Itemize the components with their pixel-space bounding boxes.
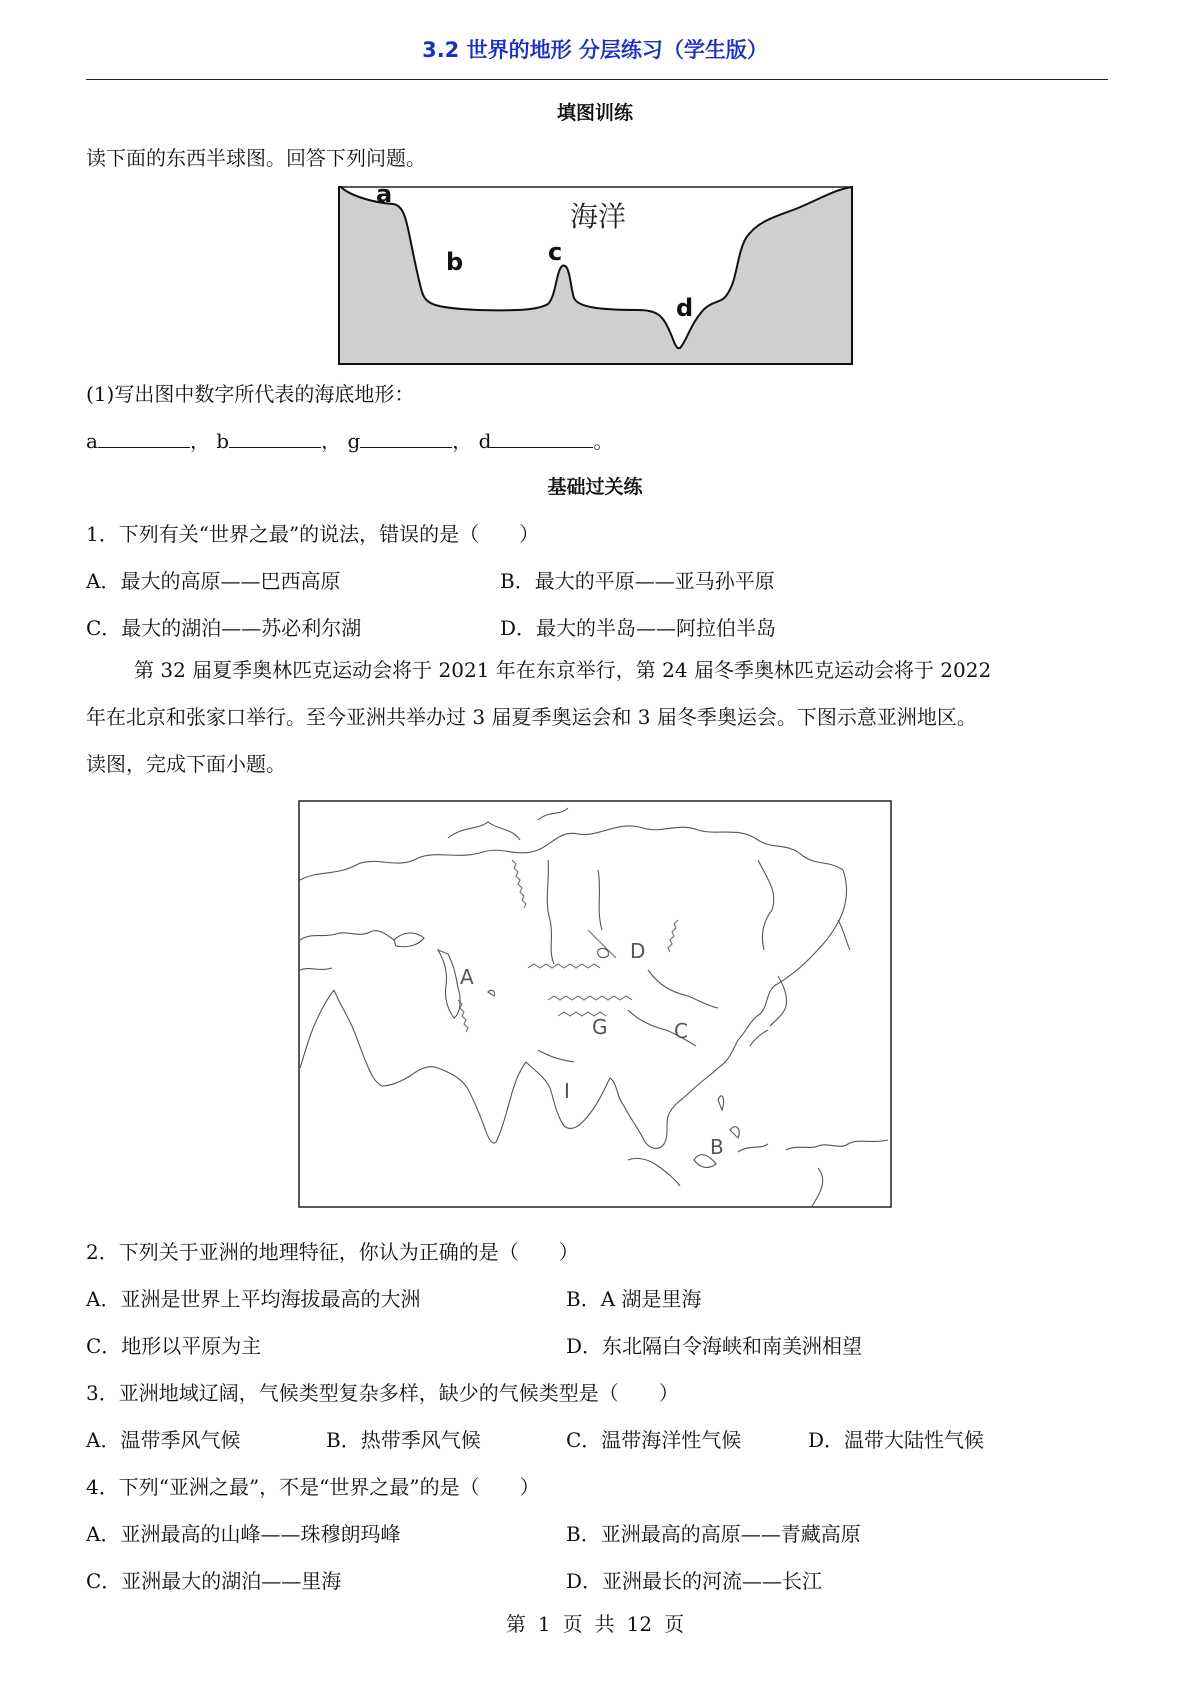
- map-label-C: C: [674, 1019, 688, 1043]
- blank-sep-g: ，: [452, 429, 473, 453]
- section-heading-basic: 基础过关练: [547, 476, 643, 498]
- q4-option-a[interactable]: A．亚洲最高的山峰——珠穆朗玛峰: [86, 1522, 401, 1546]
- section1-intro: 读下面的东西半球图。回答下列问题。: [86, 146, 426, 170]
- q3-stem: 3．亚洲地域辽阔，气候类型复杂多样，缺少的气候类型是（ ）: [86, 1381, 679, 1405]
- label-d: d: [676, 294, 694, 322]
- section1-question: (1)写出图中数字所代表的海底地形：: [86, 382, 415, 406]
- footer-page-number: 1: [537, 1612, 551, 1636]
- ocean-floor-profile-figure: [338, 186, 854, 366]
- q3-option-b[interactable]: B．热带季风气候: [326, 1428, 481, 1452]
- answer-blank-g[interactable]: [360, 427, 452, 448]
- q4-option-d[interactable]: D．亚洲最长的河流——长江: [566, 1569, 823, 1593]
- label-a: a: [376, 186, 393, 208]
- label-c: c: [548, 238, 563, 266]
- q1-option-b[interactable]: B．最大的平原——亚马孙平原: [500, 569, 775, 593]
- map-frame: [299, 801, 891, 1207]
- answer-blank-d[interactable]: [491, 427, 593, 448]
- q4-option-c[interactable]: C．亚洲最大的湖泊——里海: [86, 1569, 342, 1593]
- footer-total-pages: 12: [626, 1612, 653, 1636]
- map-label-I: I: [564, 1079, 570, 1103]
- q2-option-d[interactable]: D．东北隔白令海峡和南美洲相望: [566, 1334, 863, 1358]
- q2-stem: 2．下列关于亚洲的地理特征，你认为正确的是（ ）: [86, 1240, 579, 1264]
- section-heading-fill-map: 填图训练: [556, 102, 633, 124]
- blank-sep-b: ，: [321, 429, 342, 453]
- asia-map-figure: [298, 800, 892, 1208]
- footer-prefix: 第: [505, 1612, 526, 1636]
- blank-sep-a: ，: [189, 429, 210, 453]
- blank-label-b: b: [216, 429, 230, 453]
- q1-stem: 1．下列有关“世界之最”的说法，错误的是（ ）: [86, 522, 540, 546]
- answer-blank-b[interactable]: [229, 427, 321, 448]
- q1-option-a[interactable]: A．最大的高原——巴西高原: [86, 569, 341, 593]
- q3-option-a[interactable]: A．温带季风气候: [86, 1428, 241, 1452]
- passage-line-2: 年在北京和张家口举行。至今亚洲共举办过 3 届夏季奥运会和 3 届冬季奥运会。下图示意亚洲地区。: [86, 705, 977, 729]
- fill-blank-row: [86, 425, 613, 454]
- blank-sep-d: 。: [593, 429, 614, 453]
- page-title: 3.2 世界的地形 分层练习（学生版）: [422, 38, 768, 62]
- passage-line-3: 读图，完成下面小题。: [86, 752, 286, 776]
- map-label-G: G: [592, 1015, 608, 1039]
- footer-middle: 页: [562, 1612, 583, 1636]
- answer-blank-a[interactable]: [98, 427, 190, 448]
- page-footer: [0, 1608, 1190, 1637]
- q4-option-b[interactable]: B．亚洲最高的高原——青藏高原: [566, 1522, 861, 1546]
- blank-label-d: d: [478, 429, 492, 453]
- header-divider: [86, 79, 1108, 80]
- q3-option-c[interactable]: C．温带海洋性气候: [566, 1428, 742, 1452]
- map-label-A: A: [460, 965, 474, 989]
- footer-total-prefix: 共: [594, 1612, 615, 1636]
- blank-label-a: a: [86, 429, 98, 453]
- ocean-label: 海洋: [569, 200, 627, 233]
- footer-suffix: 页: [664, 1612, 685, 1636]
- map-label-D: D: [630, 939, 646, 963]
- olympics-passage: [86, 647, 1108, 788]
- q1-option-c[interactable]: C．最大的湖泊——苏必利尔湖: [86, 616, 362, 640]
- q2-option-b[interactable]: B．A 湖是里海: [566, 1287, 702, 1311]
- q3-option-d[interactable]: D．温带大陆性气候: [808, 1428, 985, 1452]
- blank-label-g: g: [347, 429, 361, 453]
- q1-option-d[interactable]: D．最大的半岛——阿拉伯半岛: [500, 616, 777, 640]
- q2-option-c[interactable]: C．地形以平原为主: [86, 1334, 262, 1358]
- label-b: b: [446, 248, 464, 276]
- q4-stem: 4．下列“亚洲之最”，不是“世界之最”的是（ ）: [86, 1475, 540, 1499]
- q2-option-a[interactable]: A．亚洲是世界上平均海拔最高的大洲: [86, 1287, 421, 1311]
- map-label-B: B: [710, 1135, 724, 1159]
- passage-line-1: 第 32 届夏季奥林匹克运动会将于 2021 年在东京举行，第 24 届冬季奥林匹克运动会将于 2022: [134, 658, 992, 682]
